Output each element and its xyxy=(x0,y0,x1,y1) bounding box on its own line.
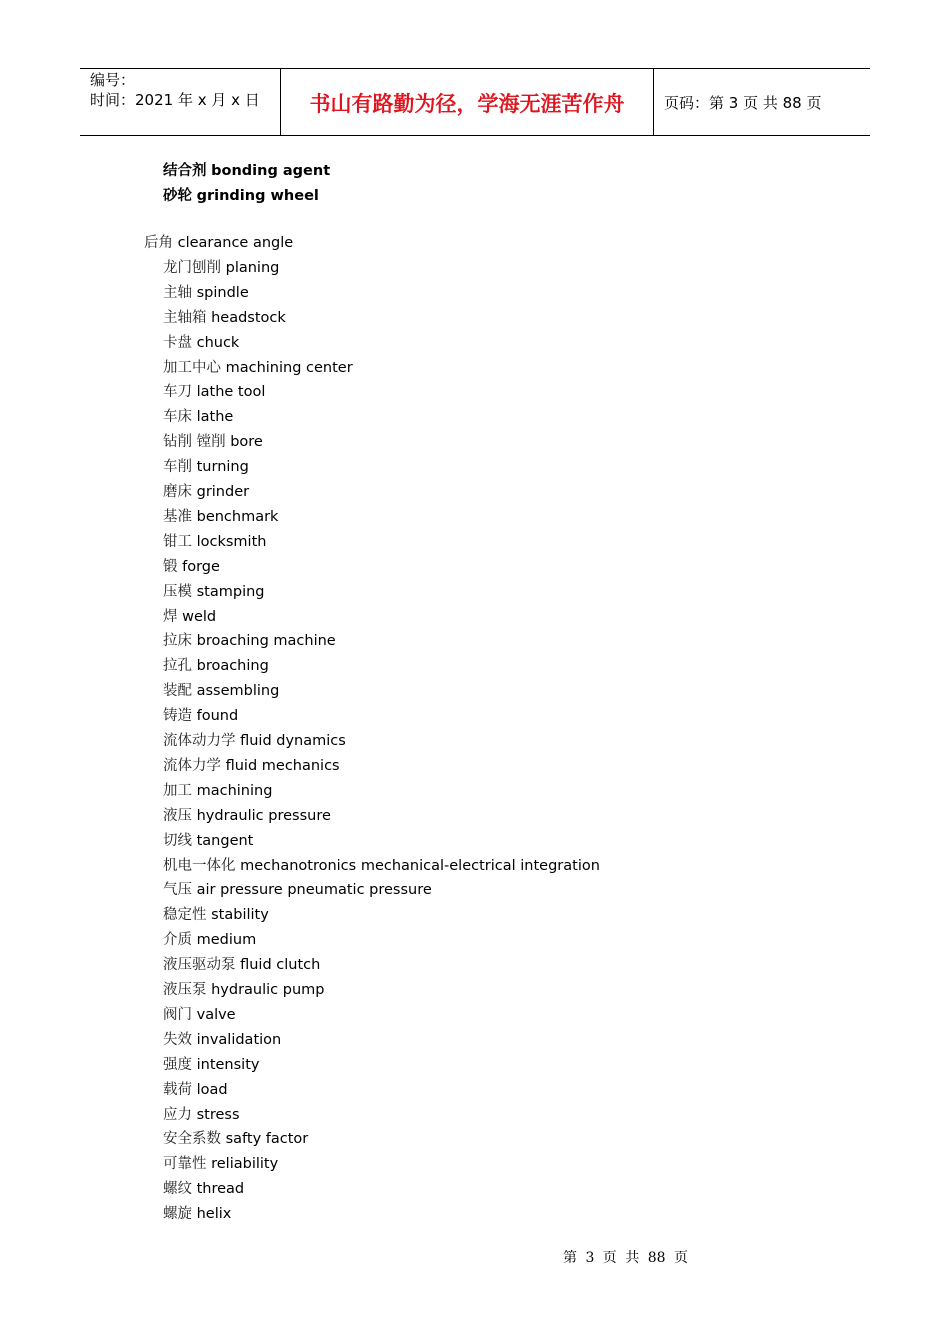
glossary-entry xyxy=(163,383,265,401)
english-term: helix xyxy=(196,1206,232,1223)
glossary-entry xyxy=(163,259,279,277)
english-term: reliability xyxy=(211,1156,279,1173)
glossary-entry xyxy=(163,187,319,205)
english-term: fluid mechanics xyxy=(225,757,340,774)
motto-banner: 书山有路勤为径，学海无涯苦作舟 xyxy=(309,91,625,116)
english-term: safty factor xyxy=(225,1131,309,1148)
glossary-entry xyxy=(163,1155,278,1173)
glossary-entry xyxy=(163,284,249,302)
chinese-term: 螺纹 xyxy=(163,1181,192,1198)
chinese-term: 应力 xyxy=(163,1106,192,1123)
glossary-entry xyxy=(163,483,249,501)
glossary-entry xyxy=(163,782,272,800)
chinese-term: 车床 xyxy=(163,409,192,426)
chinese-term: 卡盘 xyxy=(163,334,192,351)
glossary-entry xyxy=(163,433,263,451)
english-term: forge xyxy=(182,558,220,575)
glossary-entry xyxy=(163,732,346,750)
glossary-entry xyxy=(163,458,249,476)
english-term: lathe tool xyxy=(196,384,266,401)
page-footer: 第 3 页 共 88 页 xyxy=(563,1250,688,1266)
chinese-term: 车削 xyxy=(163,459,192,476)
glossary-entry xyxy=(163,881,432,899)
chinese-term: 液压驱动泵 xyxy=(163,957,236,974)
chinese-term: 基准 xyxy=(163,508,192,525)
glossary-entry xyxy=(163,309,286,327)
chinese-term: 切线 xyxy=(163,832,192,849)
glossary-entry xyxy=(163,1081,228,1099)
english-term: clearance angle xyxy=(177,235,294,251)
glossary-entry xyxy=(163,1056,259,1074)
glossary-entry xyxy=(144,234,293,252)
chinese-term: 失效 xyxy=(163,1031,192,1048)
english-term: fluid clutch xyxy=(240,957,321,974)
english-term: headstock xyxy=(211,309,286,326)
english-term: chuck xyxy=(196,334,240,351)
glossary-entry xyxy=(163,757,340,775)
english-term: thread xyxy=(196,1181,245,1198)
glossary-entry xyxy=(163,1006,236,1024)
glossary-entry xyxy=(163,1205,231,1223)
chinese-term: 气压 xyxy=(163,882,192,899)
chinese-term: 液压 xyxy=(163,807,192,824)
glossary-entry xyxy=(163,807,331,825)
english-term: tangent xyxy=(196,832,254,849)
chinese-term: 稳定性 xyxy=(163,907,207,924)
chinese-term: 可靠性 xyxy=(163,1156,207,1173)
chinese-term: 主轴箱 xyxy=(163,309,207,326)
glossary-entry xyxy=(163,632,336,650)
glossary-entry xyxy=(163,1180,244,1198)
chinese-term: 流体动力学 xyxy=(163,733,236,749)
chinese-term: 钳工 xyxy=(163,533,192,550)
glossary-entry xyxy=(163,956,320,974)
glossary-entry xyxy=(163,832,253,850)
english-term: hydraulic pressure xyxy=(196,807,331,824)
glossary-entry xyxy=(163,707,238,725)
chinese-term: 拉孔 xyxy=(163,658,192,675)
chinese-term: 焊 xyxy=(163,608,178,625)
english-term: broaching xyxy=(196,658,269,675)
chinese-term: 砂轮 xyxy=(163,187,192,204)
chinese-term: 结合剂 xyxy=(163,162,207,179)
chinese-term: 铸造 xyxy=(163,708,192,725)
english-term: turning xyxy=(196,459,249,476)
english-term: bore xyxy=(230,434,263,451)
chinese-term: 机电一体化 xyxy=(163,857,236,874)
chinese-term: 加工 xyxy=(163,782,192,799)
glossary-entry xyxy=(163,162,330,180)
chinese-term: 锻 xyxy=(163,558,178,575)
english-term: machining center xyxy=(225,359,353,376)
glossary-entry xyxy=(163,359,353,377)
glossary-entry xyxy=(163,1031,281,1049)
chinese-term: 车刀 xyxy=(163,384,192,401)
chinese-term: 液压泵 xyxy=(163,982,207,998)
chinese-term: 载荷 xyxy=(163,1081,192,1098)
date-label: 时间：2021 年 x 月 x 日 xyxy=(90,91,260,109)
glossary-entry xyxy=(163,682,279,700)
english-term: air pressure pneumatic pressure xyxy=(196,882,432,899)
english-term: benchmark xyxy=(196,508,279,525)
english-term: found xyxy=(196,708,239,725)
chinese-term: 流体力学 xyxy=(163,757,221,774)
english-term: bonding agent xyxy=(211,163,331,179)
english-term: stability xyxy=(211,907,269,924)
glossary-entry xyxy=(163,657,269,675)
english-term: medium xyxy=(196,932,257,949)
chinese-term: 龙门刨削 xyxy=(163,259,221,276)
chinese-term: 加工中心 xyxy=(163,359,221,376)
english-term: machining xyxy=(196,782,273,799)
english-term: broaching machine xyxy=(196,633,336,650)
glossary-entry xyxy=(163,931,256,949)
glossary-entry xyxy=(163,981,324,999)
glossary-entry xyxy=(163,583,265,601)
glossary-entry xyxy=(163,558,220,576)
english-term: assembling xyxy=(196,683,280,700)
chinese-term: 介质 xyxy=(163,932,192,949)
serial-number-label: 编号： xyxy=(90,71,136,89)
english-term: intensity xyxy=(196,1056,260,1073)
english-term: grinding wheel xyxy=(196,188,319,204)
glossary-entry xyxy=(163,906,269,924)
chinese-term: 螺旋 xyxy=(163,1206,192,1223)
chinese-term: 装配 xyxy=(163,683,192,700)
english-term: planing xyxy=(225,259,280,276)
glossary-entry xyxy=(163,533,266,551)
glossary-entry xyxy=(163,608,216,626)
english-term: locksmith xyxy=(196,533,267,550)
english-term: valve xyxy=(196,1006,236,1023)
english-term: hydraulic pump xyxy=(211,982,325,998)
chinese-term: 压模 xyxy=(163,583,192,600)
chinese-term: 钻削 镗削 xyxy=(163,434,226,451)
english-term: spindle xyxy=(196,284,249,301)
english-term: mechanotronics mechanical-electrical integration xyxy=(240,857,600,874)
glossary-entry xyxy=(163,857,600,875)
chinese-term: 安全系数 xyxy=(163,1131,221,1148)
glossary-entry xyxy=(163,408,233,426)
page-number-info: 页码：第 3 页 共 88 页 xyxy=(664,94,822,112)
chinese-term: 后角 xyxy=(144,235,173,251)
english-term: invalidation xyxy=(196,1031,282,1048)
chinese-term: 主轴 xyxy=(163,284,192,301)
glossary-entry xyxy=(163,1130,308,1148)
chinese-term: 磨床 xyxy=(163,484,192,500)
chinese-term: 拉床 xyxy=(163,633,192,650)
glossary-entry xyxy=(163,334,239,352)
english-term: lathe xyxy=(196,409,234,426)
glossary-entry xyxy=(163,508,278,526)
english-term: weld xyxy=(182,608,217,625)
english-term: stress xyxy=(196,1106,240,1123)
english-term: fluid dynamics xyxy=(240,733,346,749)
chinese-term: 强度 xyxy=(163,1056,192,1073)
english-term: grinder xyxy=(196,484,250,500)
glossary-entry xyxy=(163,1106,240,1124)
chinese-term: 阀门 xyxy=(163,1006,192,1023)
english-term: stamping xyxy=(196,583,265,600)
english-term: load xyxy=(196,1081,228,1098)
